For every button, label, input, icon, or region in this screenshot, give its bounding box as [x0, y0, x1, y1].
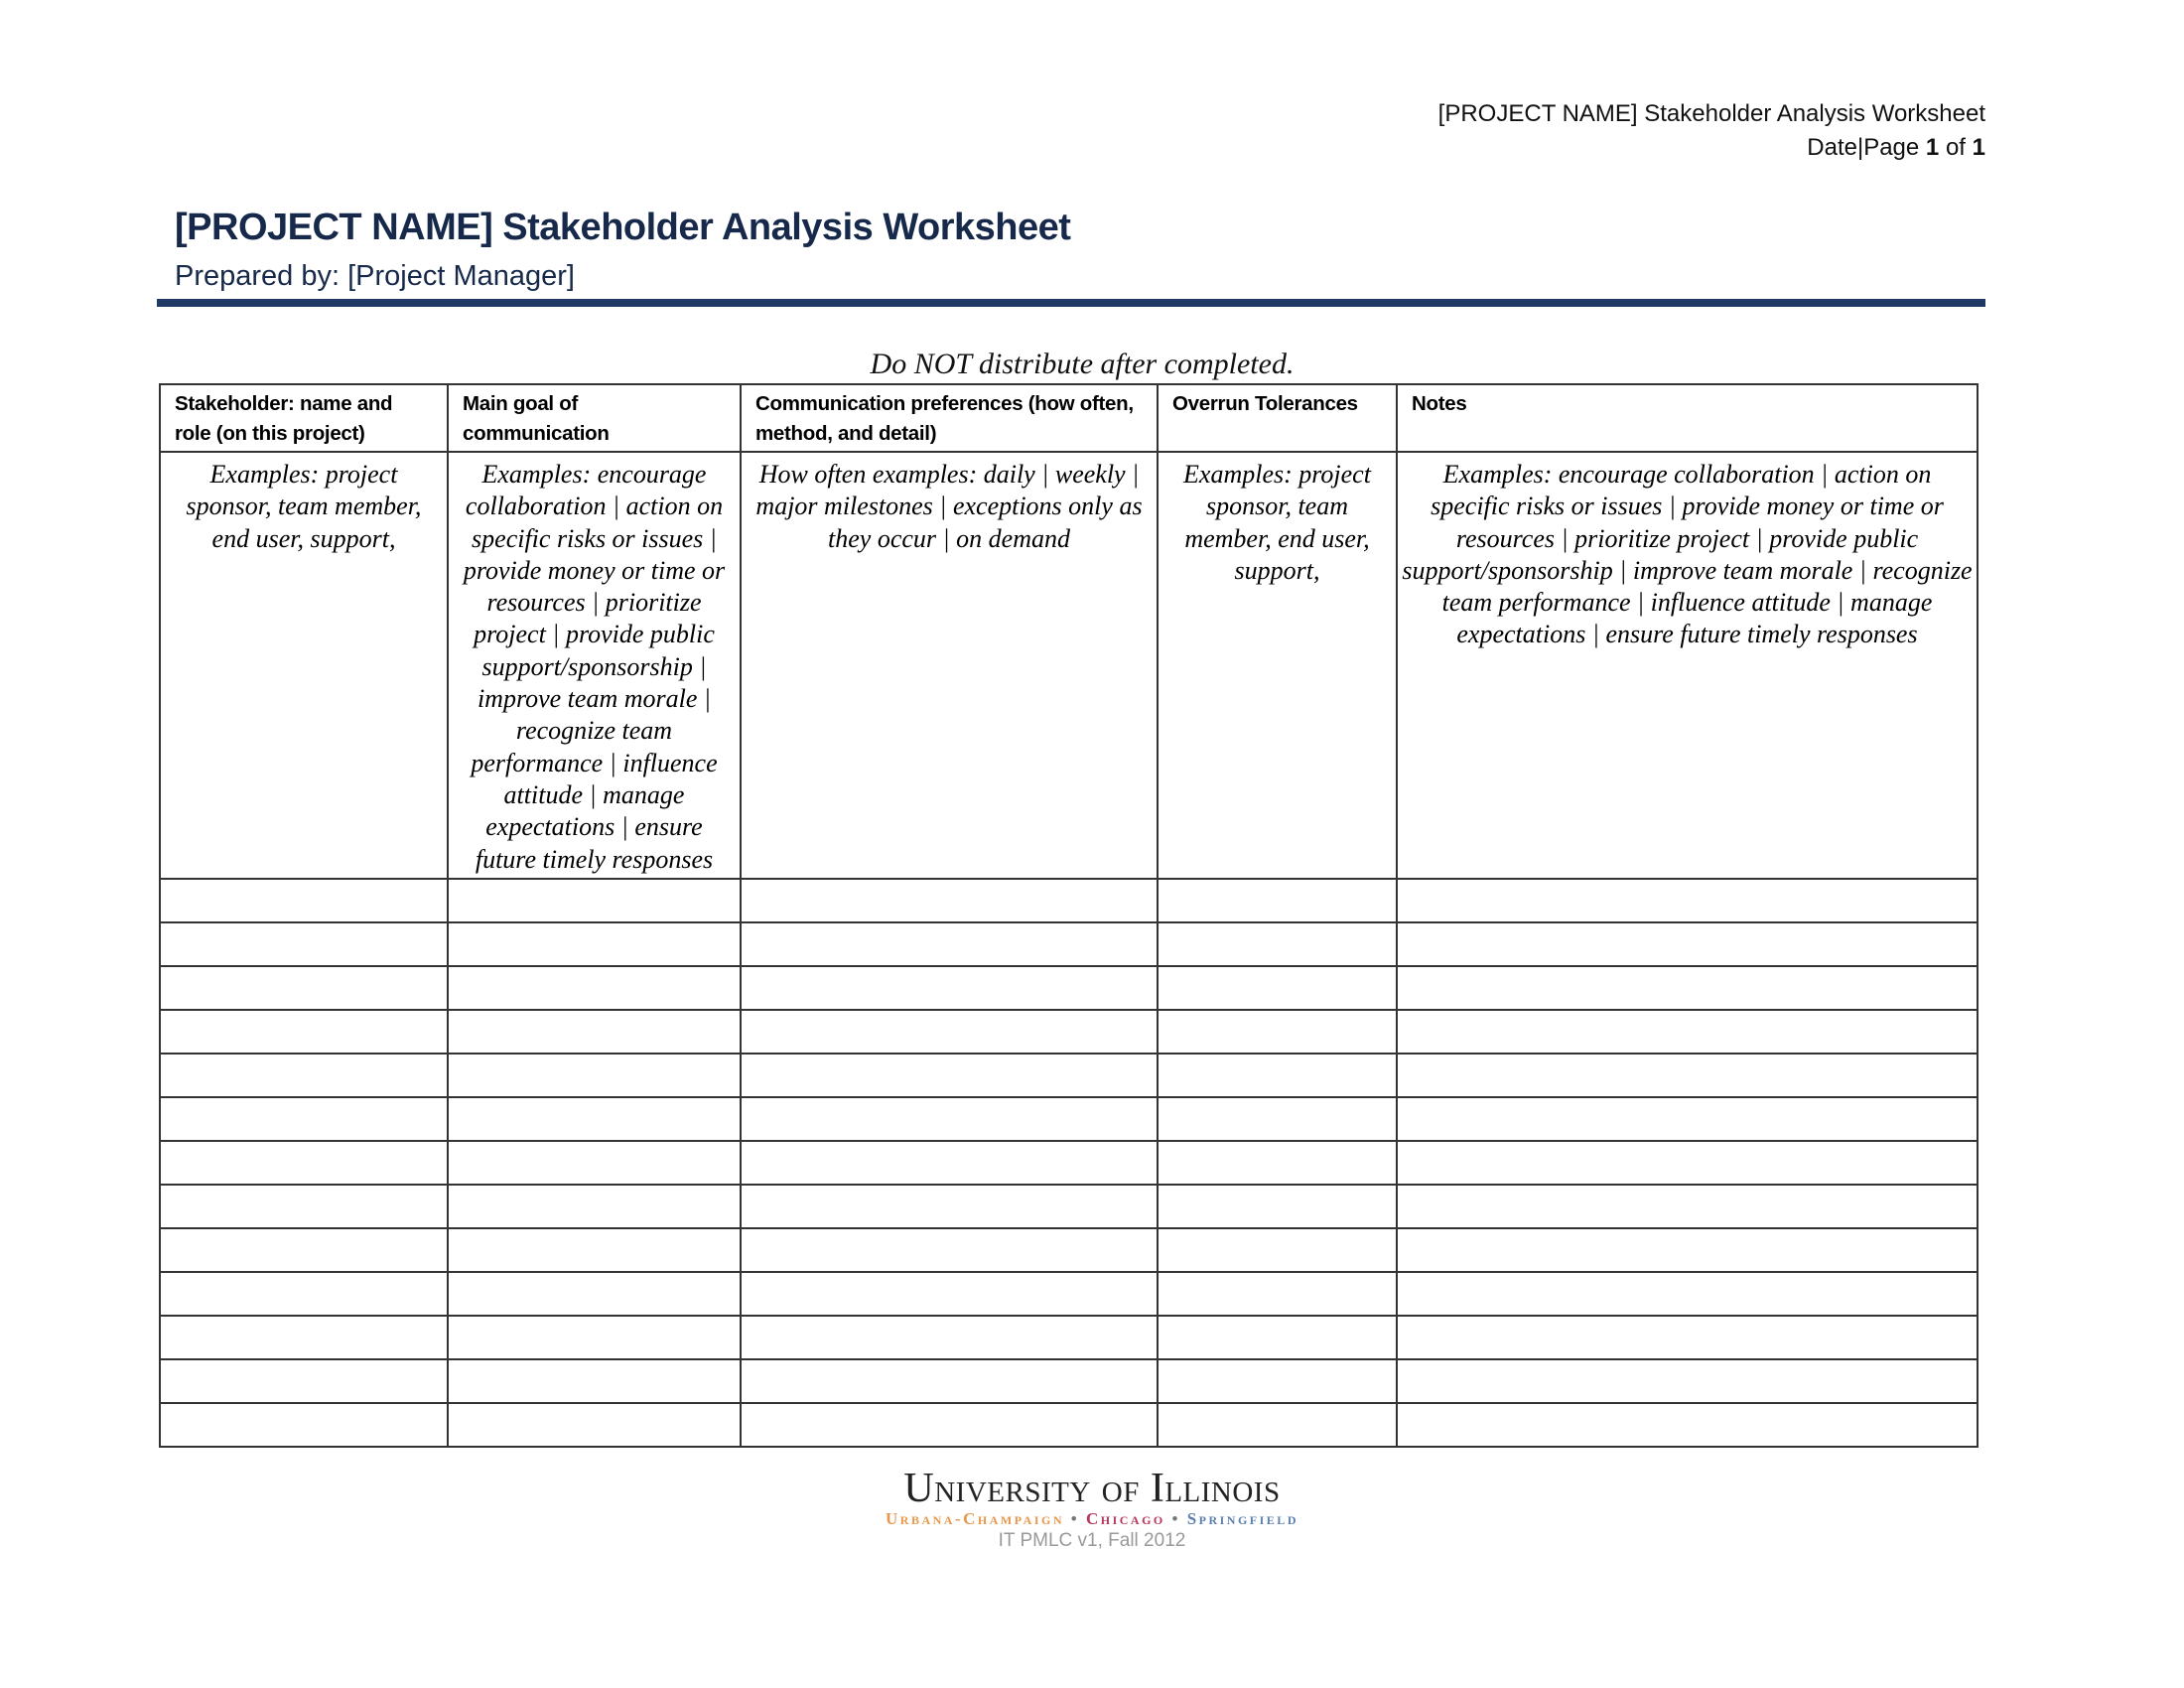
- campus-urbana: Urbana-Champaign: [886, 1509, 1064, 1528]
- cell-overrun[interactable]: [1158, 1054, 1397, 1097]
- example-row: [160, 452, 1978, 879]
- title-divider: [157, 299, 1985, 307]
- cell-stakeholder[interactable]: [160, 1185, 448, 1228]
- university-campuses: [0, 1509, 2184, 1529]
- table-header-row: [160, 384, 1978, 452]
- cell-notes[interactable]: [1397, 966, 1978, 1010]
- table-row: [160, 1272, 1978, 1316]
- cell-overrun[interactable]: [1158, 1316, 1397, 1359]
- table-row: [160, 879, 1978, 922]
- cell-notes[interactable]: [1397, 1141, 1978, 1185]
- cell-notes[interactable]: [1397, 1403, 1978, 1447]
- page-current: 1: [1925, 134, 1940, 161]
- page-total: 1: [1972, 134, 1985, 161]
- cell-communication[interactable]: [741, 922, 1158, 966]
- campus-separator: •: [1070, 1509, 1080, 1528]
- cell-stakeholder[interactable]: [160, 1141, 448, 1185]
- cell-notes[interactable]: [1397, 922, 1978, 966]
- cell-stakeholder[interactable]: [160, 966, 448, 1010]
- cell-main-goal[interactable]: [448, 1097, 741, 1141]
- cell-notes[interactable]: [1397, 1010, 1978, 1054]
- cell-notes[interactable]: [1397, 1272, 1978, 1316]
- cell-communication[interactable]: [741, 1097, 1158, 1141]
- cell-overrun[interactable]: [1158, 1403, 1397, 1447]
- cell-overrun[interactable]: [1158, 1097, 1397, 1141]
- version-label: IT PMLC v1, Fall 2012: [998, 1530, 1186, 1551]
- university-logo: University of Illinois: [903, 1466, 1281, 1511]
- cell-communication[interactable]: [741, 1141, 1158, 1185]
- cell-overrun[interactable]: [1158, 1272, 1397, 1316]
- header-main-goal: Main goal of communication: [448, 384, 741, 452]
- cell-main-goal[interactable]: [448, 1403, 741, 1447]
- cell-main-goal[interactable]: [448, 1272, 741, 1316]
- cell-communication[interactable]: [741, 1359, 1158, 1403]
- example-communication-cell[interactable]: How often examples: daily | weekly | major milestones | exceptions only as they occur | on demand: [741, 452, 1158, 879]
- cell-stakeholder[interactable]: [160, 1316, 448, 1359]
- table-row: [160, 1054, 1978, 1097]
- cell-stakeholder[interactable]: [160, 1010, 448, 1054]
- cell-stakeholder[interactable]: [160, 922, 448, 966]
- example-overrun-cell[interactable]: Examples: project sponsor, team member, end user, support,: [1158, 452, 1397, 879]
- cell-overrun[interactable]: [1158, 922, 1397, 966]
- prepared-by: Prepared by: [Project Manager]: [175, 260, 575, 292]
- cell-communication[interactable]: [741, 1228, 1158, 1272]
- page-of: of: [1939, 134, 1973, 161]
- cell-communication[interactable]: [741, 1010, 1158, 1054]
- campus-springfield: Springfield: [1186, 1509, 1298, 1528]
- table-row: [160, 1316, 1978, 1359]
- running-header-page-info: [1438, 131, 1985, 165]
- table-row: [160, 1185, 1978, 1228]
- cell-overrun[interactable]: [1158, 879, 1397, 922]
- separator: |: [1856, 134, 1864, 161]
- cell-overrun[interactable]: [1158, 966, 1397, 1010]
- cell-main-goal[interactable]: [448, 879, 741, 922]
- distribution-notice-text: Do NOT distribute after completed.: [870, 348, 1295, 380]
- example-notes-cell[interactable]: Examples: encourage collaboration | action on specific risks or issues | provide money or time or resources | prioritize project | provide public support/sponsorship | improve team morale | recognize team performance | influence attitude | manage expectations | ensure future timely responses: [1397, 452, 1978, 879]
- running-header: [1438, 97, 1985, 165]
- cell-stakeholder[interactable]: [160, 879, 448, 922]
- table-row: [160, 1403, 1978, 1447]
- cell-main-goal[interactable]: [448, 1010, 741, 1054]
- cell-overrun[interactable]: [1158, 1359, 1397, 1403]
- cell-main-goal[interactable]: [448, 1141, 741, 1185]
- cell-stakeholder[interactable]: [160, 1403, 448, 1447]
- running-header-title: [PROJECT NAME] Stakeholder Analysis Worksheet: [1437, 100, 1985, 127]
- cell-main-goal[interactable]: [448, 1228, 741, 1272]
- cell-stakeholder[interactable]: [160, 1272, 448, 1316]
- cell-communication[interactable]: [741, 1316, 1158, 1359]
- cell-notes[interactable]: [1397, 1185, 1978, 1228]
- example-stakeholder-cell[interactable]: Examples: project sponsor, team member, end user, support,: [160, 452, 448, 879]
- header-communication-preferences: Communication preferences (how often, method, and detail): [741, 384, 1158, 452]
- date-label: Date: [1807, 134, 1857, 161]
- cell-main-goal[interactable]: [448, 966, 741, 1010]
- footer: [0, 1468, 2184, 1553]
- cell-main-goal[interactable]: [448, 1054, 741, 1097]
- cell-notes[interactable]: [1397, 1316, 1978, 1359]
- campus-separator: •: [1171, 1509, 1180, 1528]
- cell-communication[interactable]: [741, 1272, 1158, 1316]
- cell-overrun[interactable]: [1158, 1010, 1397, 1054]
- header-overrun-tolerances: Overrun Tolerances: [1158, 384, 1397, 452]
- cell-notes[interactable]: [1397, 1228, 1978, 1272]
- table-row: [160, 1097, 1978, 1141]
- cell-stakeholder[interactable]: [160, 1228, 448, 1272]
- table-row: [160, 1010, 1978, 1054]
- cell-overrun[interactable]: [1158, 1228, 1397, 1272]
- cell-stakeholder[interactable]: [160, 1054, 448, 1097]
- cell-main-goal[interactable]: [448, 1185, 741, 1228]
- distribution-notice: [0, 348, 2184, 381]
- cell-communication[interactable]: [741, 1403, 1158, 1447]
- table-row: [160, 1359, 1978, 1403]
- cell-communication[interactable]: [741, 879, 1158, 922]
- cell-communication[interactable]: [741, 1054, 1158, 1097]
- header-notes: Notes: [1397, 384, 1978, 452]
- cell-main-goal[interactable]: [448, 1359, 741, 1403]
- page-label: Page: [1863, 134, 1926, 161]
- table-row: [160, 966, 1978, 1010]
- cell-main-goal[interactable]: [448, 922, 741, 966]
- stakeholder-table: [159, 383, 1979, 1448]
- document-title: [PROJECT NAME] Stakeholder Analysis Worksheet: [175, 207, 1071, 248]
- cell-notes[interactable]: [1397, 1359, 1978, 1403]
- cell-overrun[interactable]: [1158, 1141, 1397, 1185]
- campus-chicago: Chicago: [1085, 1509, 1165, 1528]
- example-main-goal-cell[interactable]: Examples: encourage collaboration | action on specific risks or issues | provide money or time or resources | prioritize project | provide public support/sponsorship | improve team morale | recognize team performance | influence attitude | manage expectations | ensure future timely responses: [448, 452, 741, 879]
- table-row: [160, 1141, 1978, 1185]
- table-row: [160, 1228, 1978, 1272]
- cell-communication[interactable]: [741, 1185, 1158, 1228]
- cell-notes[interactable]: [1397, 1097, 1978, 1141]
- header-stakeholder: Stakeholder: name and role (on this project): [160, 384, 448, 452]
- cell-communication[interactable]: [741, 966, 1158, 1010]
- cell-notes[interactable]: [1397, 1054, 1978, 1097]
- cell-stakeholder[interactable]: [160, 1359, 448, 1403]
- table-row: [160, 922, 1978, 966]
- cell-notes[interactable]: [1397, 879, 1978, 922]
- cell-main-goal[interactable]: [448, 1316, 741, 1359]
- cell-overrun[interactable]: [1158, 1185, 1397, 1228]
- cell-stakeholder[interactable]: [160, 1097, 448, 1141]
